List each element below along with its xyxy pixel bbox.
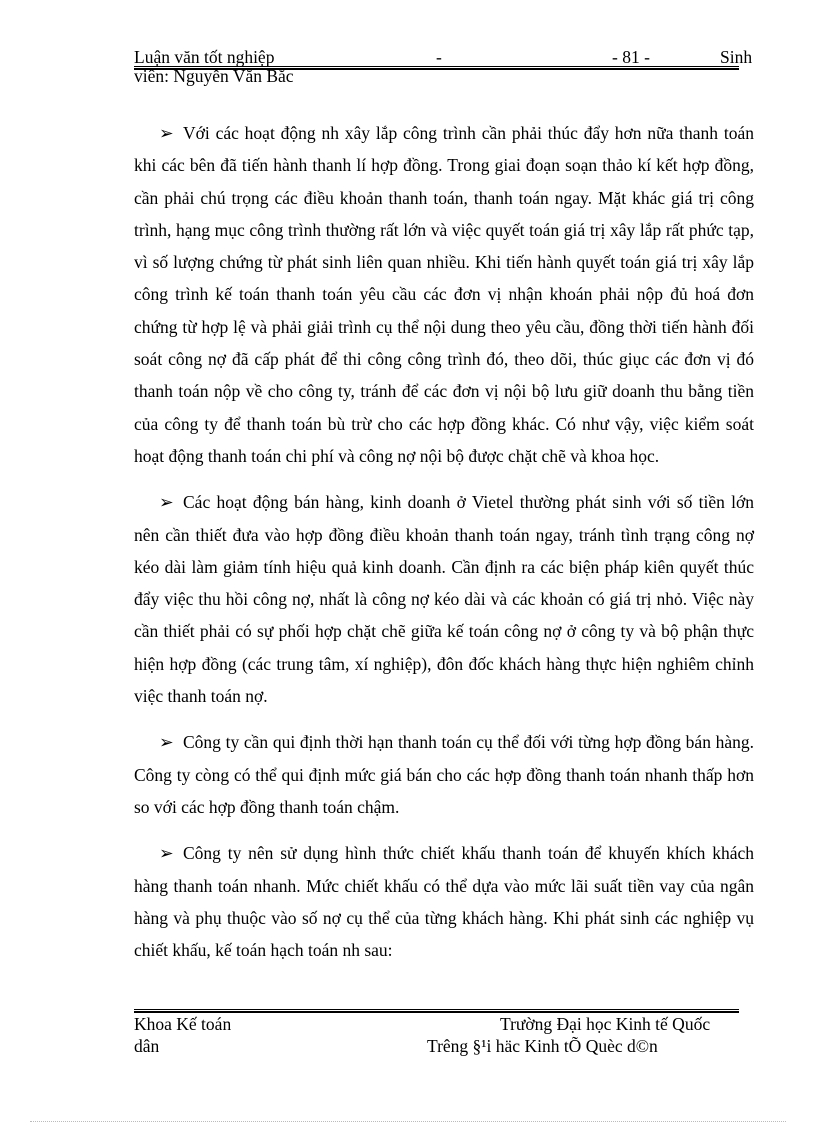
footer-faculty: Khoa Kế toán	[134, 1014, 232, 1034]
paragraph-text: Với các hoạt động nh xây lắp công trình cần phải thúc đẩy hơn nữa thanh toán khi các bên đã tiến hành thanh lí hợp đồng. Trong giai đoạn soạn thảo kí kết hợp đồng, cần phải chú trọng các điều khoản thanh toán, thanh toán ngay. Mặt khác giá trị công trình, hạng mục công trình thường rất lớn và việc quyết toán giá trị xây lắp rất phức tạp, vì số lượng chứng từ phát sinh liên quan nhiều. Khi tiến hành quyết toán giá trị xây lắp công trình kế toán thanh toán yêu cầu các đơn vị nhận khoán phải nộp đủ hoá đơn chứng từ hợp lệ và phải giải trình cụ thể nội dung theo yêu cầu, đồng thời tiến hành đối soát công nợ đã cấp phát để thi công công trình đó, theo dõi, thúc giục các đơn vị đó thanh toán nộp về cho công ty, tránh để các đơn vị nội bộ lưu giữ doanh thu bằng tiền của công ty để thanh toán bù trừ cho các hợp đồng khác. Có như vậy, việc kiểm soát hoạt động thanh toán chi phí và công nợ nội bộ được chặt chẽ và khoa học.	[134, 123, 754, 466]
arrow-bullet-icon: ➢	[159, 843, 174, 864]
header-dash: -	[436, 47, 442, 67]
page-bottom-dotted-line	[30, 1121, 786, 1122]
paragraph-text: Công ty nên sử dụng hình thức chiết khấu thanh toán để khuyến khích khách hàng thanh toán nhanh. Mức chiết khấu có thể dựa vào mức lãi suất tiền vay của ngân hàng và phụ thuộc vào số nợ cụ thể của từng khách hàng. Khi phát sinh các nghiệp vụ chiết khấu, kế toán hạch toán nh sau:	[134, 843, 754, 961]
paragraph-text: Công ty cần qui định thời hạn thanh toán cụ thể đối với từng hợp đồng bán hàng. Công ty còng có thể qui định mức giá bán cho các hợp đồng thanh toán nhanh thấp hơn so với các hợp đồng thanh toán chậm.	[134, 732, 754, 817]
paragraph-2	[134, 486, 754, 712]
arrow-bullet-icon: ➢	[159, 123, 174, 143]
footer-university: Trường Đại học Kinh tế Quốc	[500, 1014, 711, 1034]
header-student-name: viên: Nguyễn Văn Bắc	[134, 66, 294, 86]
paragraph-3	[134, 726, 754, 823]
footer-rule	[134, 1009, 739, 1013]
footer-university-garbled: Trêng §¹i häc Kinh tÕ Quèc d©n	[427, 1036, 658, 1056]
arrow-bullet-icon: ➢	[159, 732, 174, 753]
header-rule	[134, 66, 739, 70]
header-student-label: Sinh	[720, 47, 753, 67]
arrow-bullet-icon: ➢	[159, 492, 174, 513]
paragraph-1	[134, 117, 754, 472]
footer-faculty-cont: dân	[134, 1036, 160, 1056]
header-thesis-title: Luận văn tốt nghiệp	[134, 47, 275, 67]
page-footer	[134, 1014, 755, 1058]
paragraph-text: Các hoạt động bán hàng, kinh doanh ở Vietel thường phát sinh với số tiền lớn nên cần thiết đưa vào hợp đồng điều khoản thanh toán ngay, tránh tình trạng công nợ kéo dài làm giảm tính hiệu quả kinh doanh. Cần định ra các biện pháp kiên quyết thúc đẩy việc thu hồi công nợ, nhất là công nợ kéo dài và các khoản có giá trị nhỏ. Việc này cần thiết phải có sự phối hợp chặt chẽ giữa kế toán công nợ ở công ty và bộ phận thực hiện hợp đồng (các trung tâm, xí nghiệp), đôn đốc khách hàng thực hiện nghiêm chỉnh việc thanh toán nợ.	[134, 492, 754, 707]
page-number: - 81 -	[612, 47, 650, 67]
document-body	[134, 117, 754, 980]
paragraph-4	[134, 837, 754, 966]
